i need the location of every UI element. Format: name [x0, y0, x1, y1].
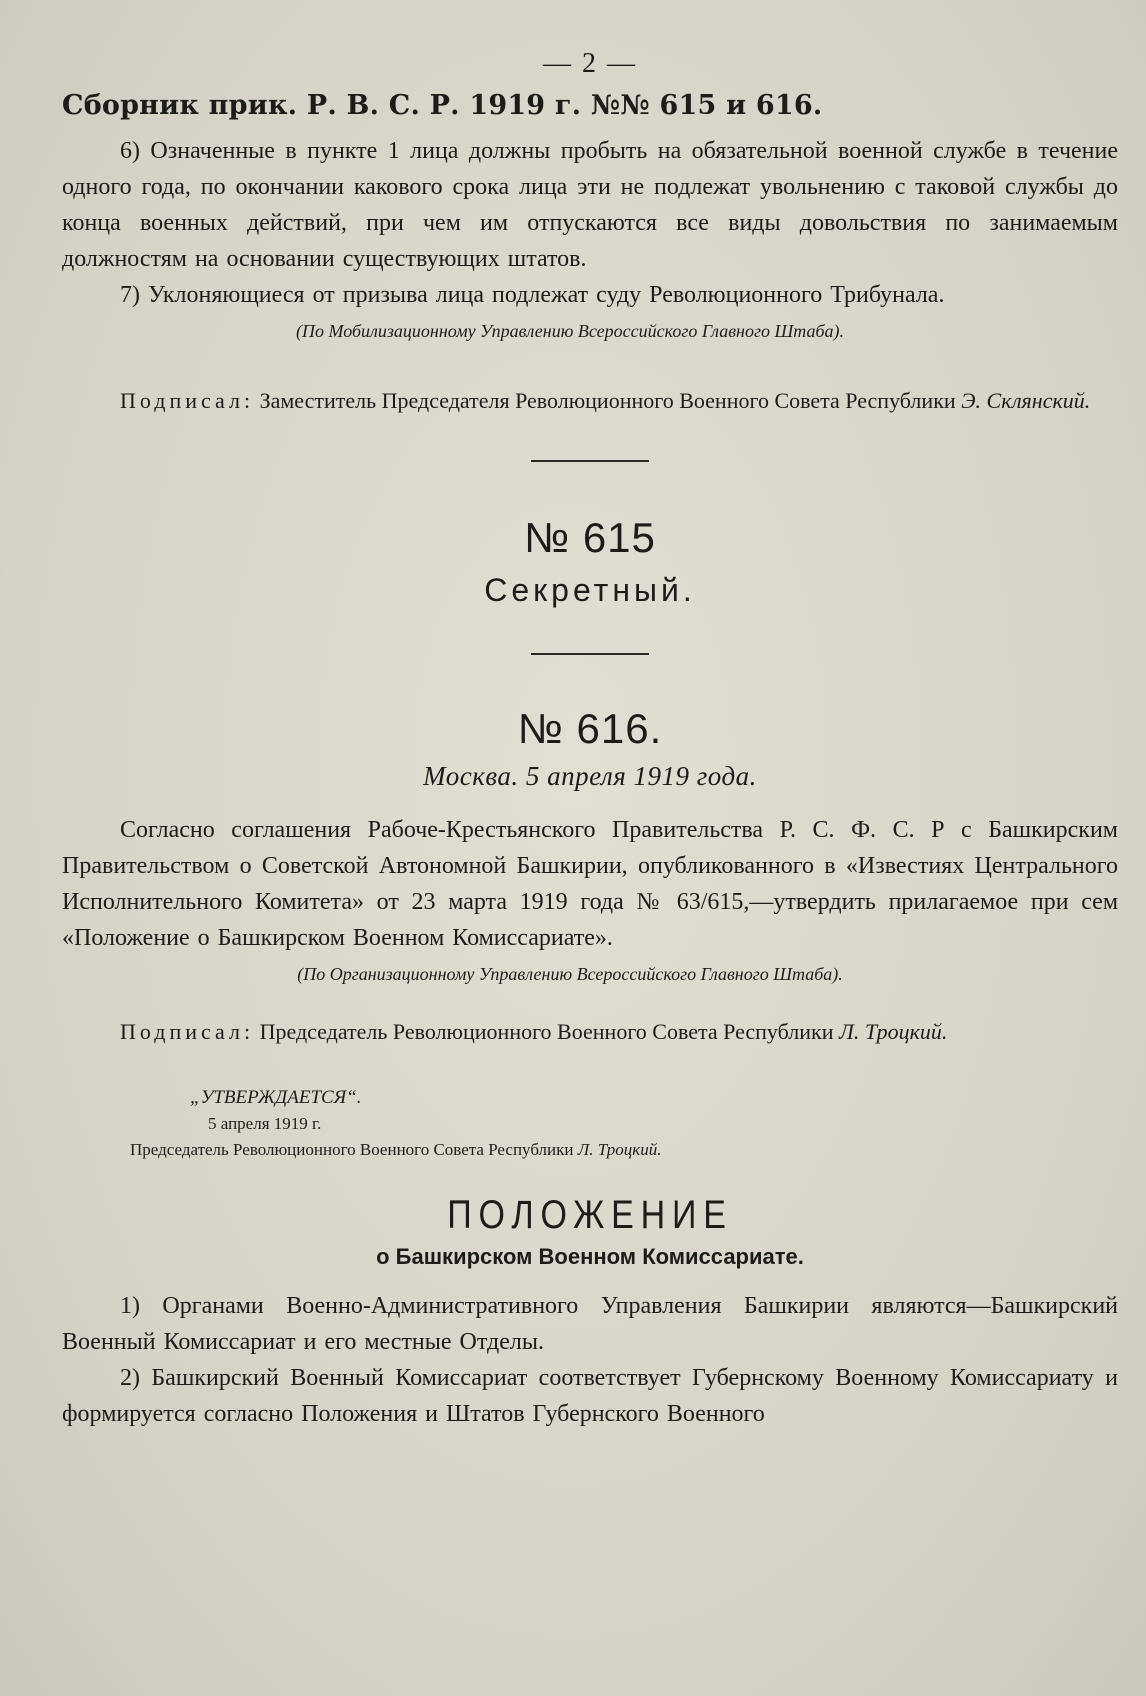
- approval-date: 5 апреля 1919 г.: [208, 1114, 322, 1133]
- paragraph-item-6: 6) Означенные в пункте 1 лица должны пробыть на обязательной военной службе в течение одного года, по окончании какового срока лица эти не подлежат увольнению с таковой службы до конца военных действий, при чем им отпускаются все виды довольствия по занимаемым должностям на основании существующих штатов.: [62, 138, 1118, 272]
- approval-stamp: „УТВЕРЖДАЕТСЯ“.: [190, 1087, 362, 1108]
- signed-label: Подписал:: [120, 1019, 255, 1044]
- source-note: (По Организационному Управлению Всероссийского Главного Штаба).: [297, 964, 843, 984]
- signed-position: Заместитель Председателя Революционного Военного Совета Республики: [259, 388, 956, 413]
- signatory-name: Э. Склянский.: [961, 388, 1091, 413]
- separator-rule: [531, 653, 649, 655]
- signed-position: Председатель Революционного Военного Совета Республики: [259, 1019, 834, 1044]
- signature-block: [62, 1015, 1118, 1049]
- regulation-title: ПОЛОЖЕНИЕ: [447, 1193, 733, 1237]
- page-number: — 2 —: [543, 48, 637, 79]
- regulation-subtitle: о Башкирском Военном Комиссариате.: [376, 1244, 804, 1269]
- order-classification: Секретный.: [484, 572, 696, 608]
- separator-rule: [531, 460, 649, 462]
- signature-block: [62, 384, 1118, 418]
- approval-block: [130, 1085, 1118, 1163]
- approval-name: Л. Троцкий.: [577, 1140, 662, 1159]
- order-number-615: № 615: [524, 514, 656, 561]
- order-dateline: Москва. 5 апреля 1919 года.: [423, 761, 757, 791]
- approval-signatory: [130, 1137, 1118, 1163]
- order-number-616: № 616.: [517, 705, 663, 752]
- signed-label: Подписал:: [120, 388, 255, 413]
- regulation-item-2: 2) Башкирский Военный Комиссариат соответствует Губернскому Военному Комиссариату и формируется согласно Положения и Штатов Губернского Военного: [62, 1365, 1118, 1427]
- running-head: Сборник прик. Р. В. С. Р. 1919 г. №№ 615 и 616.: [62, 90, 823, 121]
- signatory-name: Л. Троцкий.: [839, 1019, 948, 1044]
- paragraph-item-7: 7) Уклоняющиеся от призыва лица подлежат суду Революционного Трибунала.: [120, 282, 945, 308]
- approval-position: Председатель Революционного Военного Совета Республики: [130, 1140, 574, 1159]
- order-body: Согласно соглашения Рабоче-Крестьянского Правительства Р. С. Ф. С. Р с Башкирским Правительством о Советской Автономной Башкирии, опубликованного в «Известиях Центрального Исполнительного Комитета» от 23 марта 1919 года № 63/615,—утвердить прилагаемое при сем «Положение о Башкирском Военном Комиссариате».: [62, 817, 1118, 951]
- regulation-item-1: 1) Органами Военно-Административного Управления Башкирии являются—Башкирский Военный Комиссариат и его местные Отделы.: [62, 1293, 1118, 1355]
- source-note: (По Мобилизационному Управлению Всероссийского Главного Штаба).: [295, 321, 844, 341]
